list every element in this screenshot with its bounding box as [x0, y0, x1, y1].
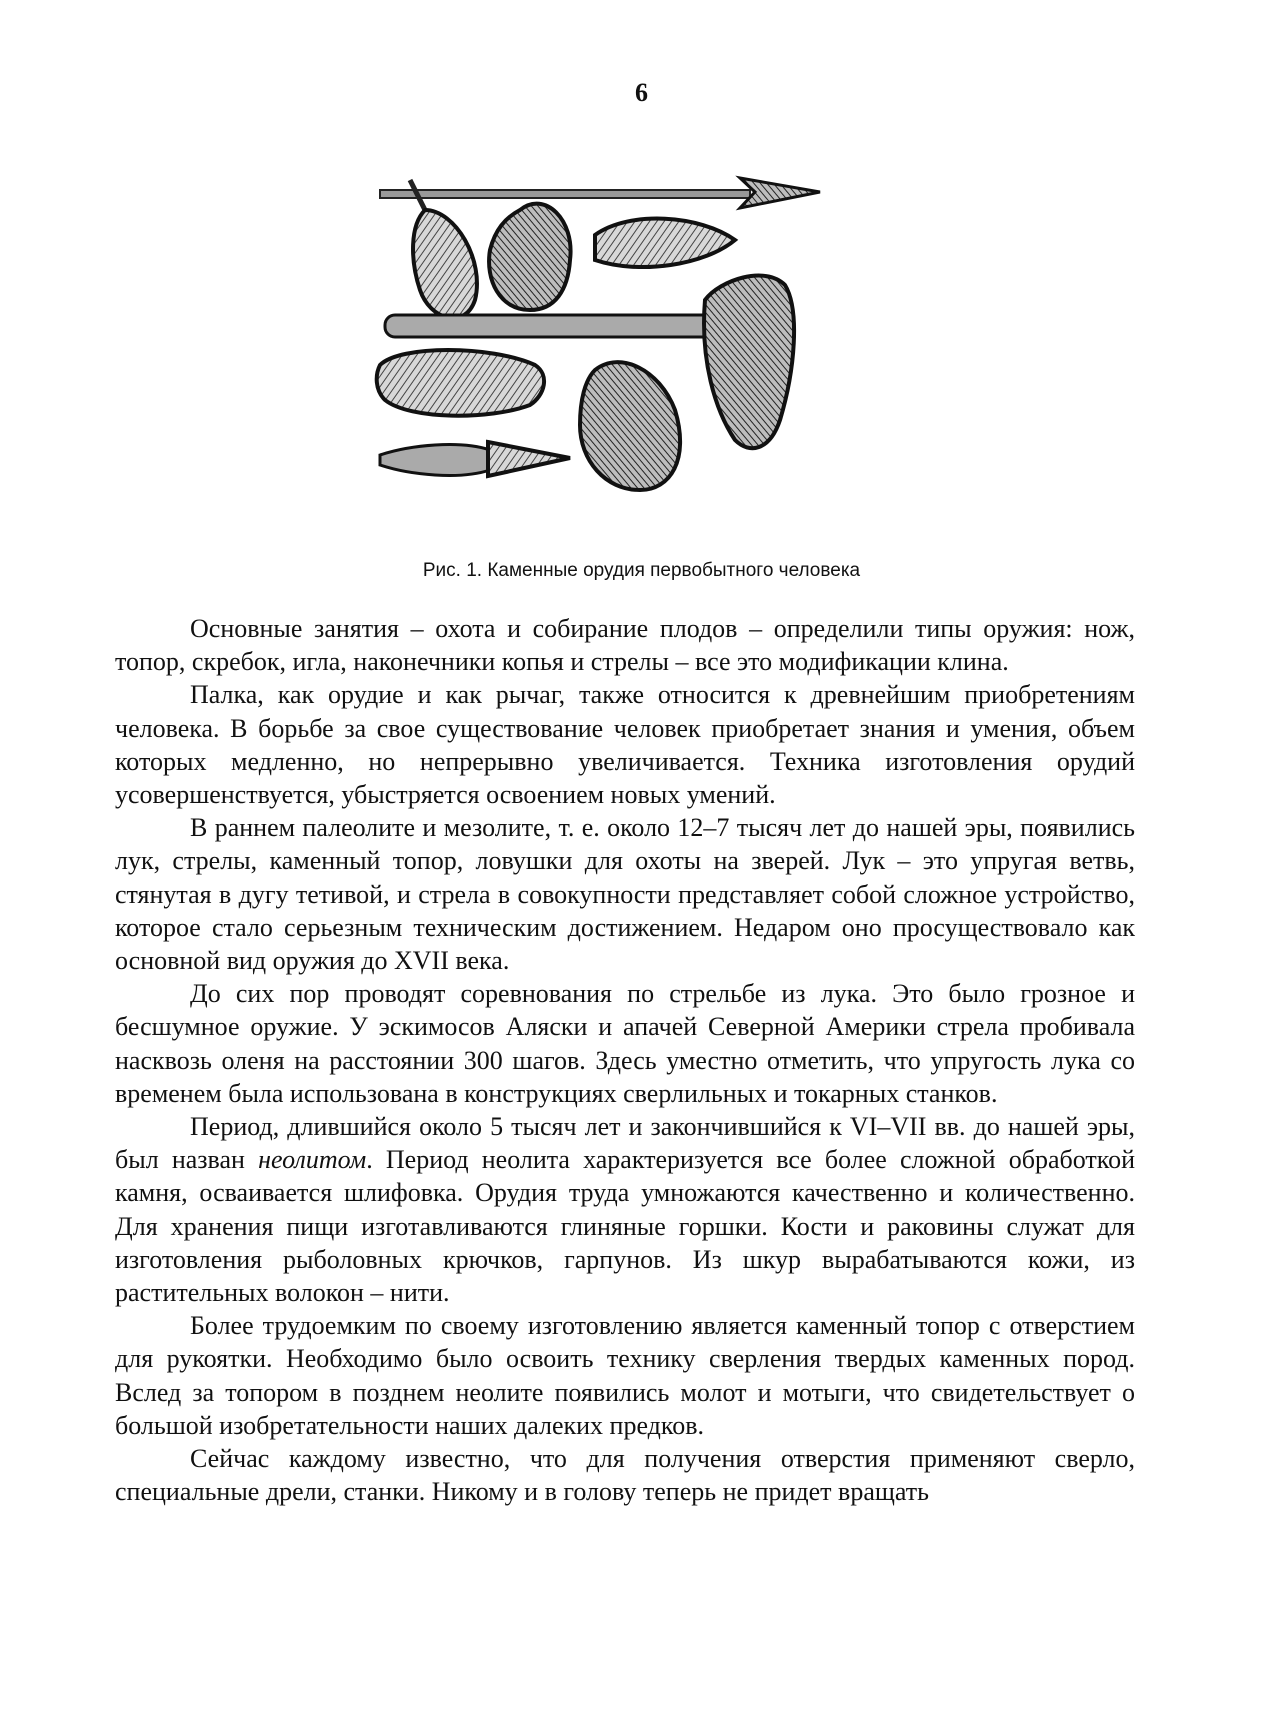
page-number: 6 [635, 78, 648, 107]
paragraph [115, 1110, 1135, 1309]
hafted-knife-drawing [410, 180, 477, 318]
paragraph-text: Период, длившийся около 5 тысяч лет и закончившийся к VI–VII вв. до нашей эры, был назван [115, 1112, 1135, 1175]
hand-axe-drawing [377, 350, 544, 416]
leaf-blade-drawing [595, 219, 735, 267]
paragraph: Более трудоемким по своему изготовлению является каменный топор с отверстием для рукоятки. Необходимо было освоить технику сверления твердых каменных пород. Вслед за топором в позднем неолите появились молот и мотыги, что свидетельствует о большой изобретательности наших далеких предков. [115, 1311, 1135, 1440]
paragraph: Палка, как орудие и как рычаг, также относится к древнейшим приобретениям человека. В борьбе за свое существование человек приобретает знания и умения, объем которых медленно, но непрерывно увеличивается. Техника изготовления орудий усовершенствуется, убыстряется освоением новых умений. [115, 680, 1135, 810]
paragraph-text: . Период неолита характеризуется все более сложной обработкой камня, осваивается шлифовка. Орудия труда умножаются качественно и количественно. Для хранения пищи изготавливаются глиняные горшки. Кости и раковины служат для изготовления рыболовных крючков, гарпунов. Из шкур вырабатываются кожи, из растительных волокон – нити. [115, 1145, 1135, 1308]
paragraph: В раннем палеолите и мезолите, т. е. около 12–7 тысяч лет до нашей эры, появились лук, стрелы, каменный топор, ловушки для охоты на зверей. Лук – это упругая ветвь, стянутая в дугу тетивой, и стрела в совокупности представляет собой сложное устройство, которое стало серьезным техническим достижением. Недаром оно просуществовало как основной вид оружия до XVII века. [115, 813, 1135, 976]
paragraph: Сейчас каждому известно, что для получения отверстия применяют сверло, специальные дрели, станки. Никому и в голову теперь не придет вращать [115, 1444, 1135, 1507]
spear-drawing [380, 178, 820, 208]
paragraph: Основные занятия – охота и собирание плодов – определили типы оружия: нож, топор, скребок, игла, наконечники копья и стрелы – все это модификации клина. [115, 614, 1135, 677]
emphasized-term: неолитом [258, 1145, 367, 1175]
stone-tools-illustration [370, 170, 890, 540]
flint-core-drawing [580, 362, 680, 490]
body-text [115, 612, 1135, 1508]
scraper-drawing [489, 204, 570, 310]
paragraph: До сих пор проводят соревнования по стрельбе из лука. Это было грозное и бесшумное оружие. У эскимосов Аляски и апачей Северной Америки стрела пробивала насквозь оленя на расстоянии 300 шагов. Здесь уместно отметить, что упругость лука со временем была использована в конструкциях сверлильных и токарных станков. [115, 979, 1135, 1108]
figure-caption: Рис. 1. Каменные орудия первобытного человека [422, 560, 861, 581]
hafted-point-drawing [380, 442, 570, 476]
stone-tools-figure [370, 170, 890, 540]
